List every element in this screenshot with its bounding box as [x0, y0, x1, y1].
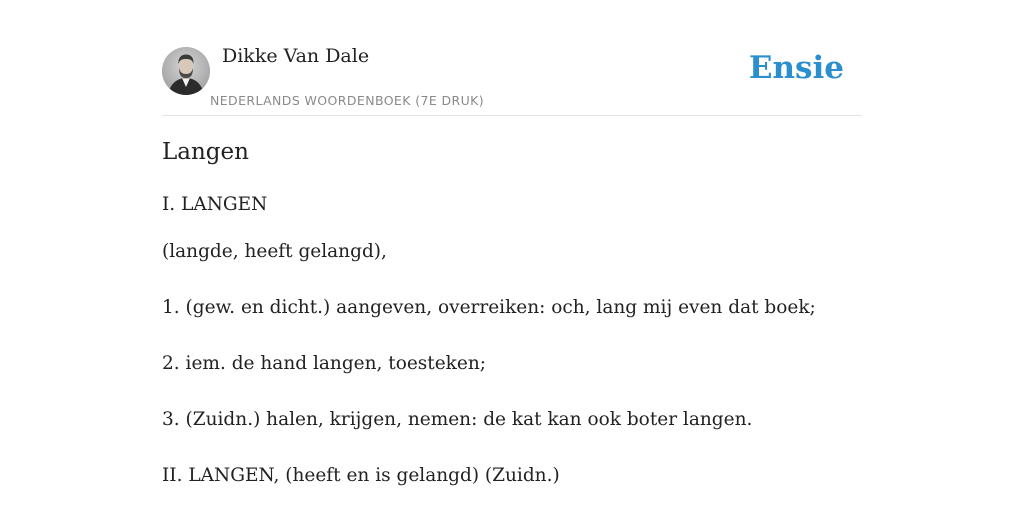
entry-line-definition-3: 3. (Zuidn.) halen, krijgen, nemen: de kat kan ook boter langen. [162, 409, 753, 430]
source-title: NEDERLANDS WOORDENBOEK (7E DRUK) [210, 93, 485, 108]
entry-line-definition-2: 2. iem. de hand langen, toesteken; [162, 353, 486, 374]
portrait-avatar-icon [162, 47, 210, 95]
entry-line-heading-1: I. LANGEN [162, 194, 268, 215]
header [162, 40, 862, 116]
entry-line-heading-2: II. LANGEN, (heeft en is gelangd) (Zuidn.) [162, 465, 560, 486]
author-avatar[interactable] [162, 47, 210, 95]
ensie-logo[interactable]: Ensie [748, 50, 844, 86]
author-name[interactable]: Dikke Van Dale [222, 45, 370, 67]
entry-line-definition-1: 1. (gew. en dicht.) aangeven, overreiken: och, lang mij even dat boek; [162, 297, 816, 318]
entry-title: Langen [162, 139, 249, 165]
entry-line-conjugation: (langde, heeft gelangd), [162, 241, 387, 262]
